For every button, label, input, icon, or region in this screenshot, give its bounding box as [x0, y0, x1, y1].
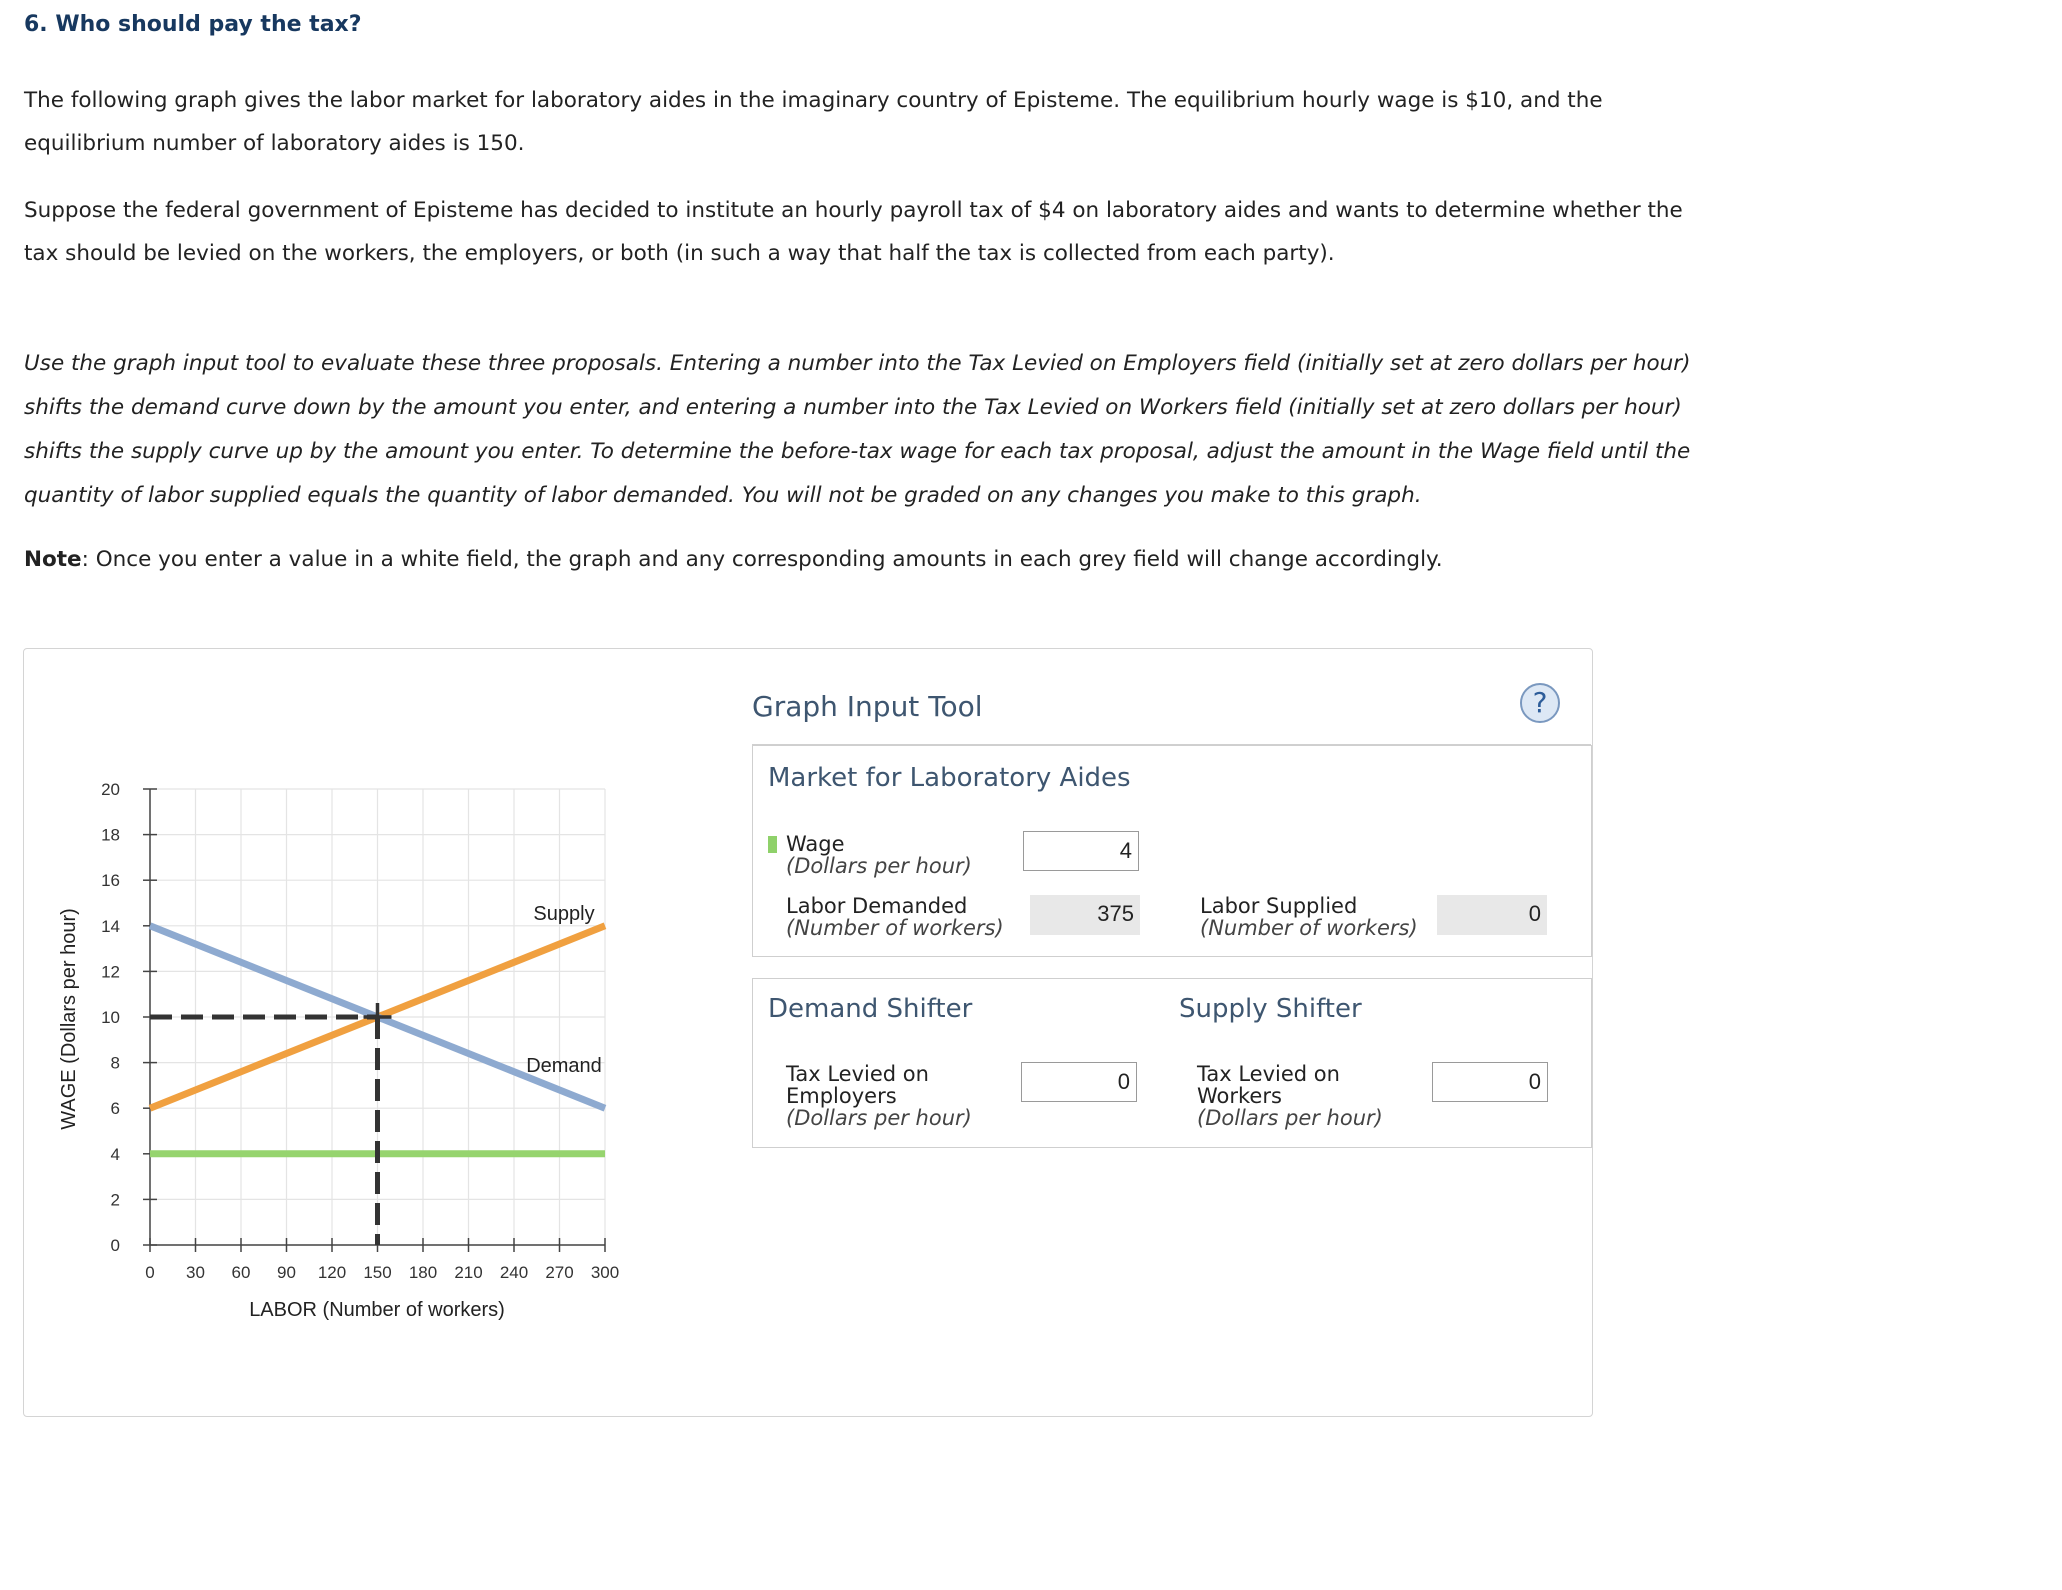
x-tick-label: 30 — [186, 1263, 205, 1282]
x-tick-label: 0 — [145, 1263, 155, 1282]
labor-supplied-label-text: Labor Supplied — [1200, 894, 1358, 918]
graph-input-tool-title: Graph Input Tool — [752, 690, 983, 723]
y-tick-label: 14 — [101, 916, 120, 936]
x-tick-label: 120 — [317, 1263, 347, 1282]
y-tick-label: 20 — [101, 780, 120, 799]
supply-shifter-title: Supply Shifter — [1179, 994, 1362, 1024]
labor-demanded-label — [786, 895, 1004, 939]
wage-input[interactable]: 4 — [1023, 831, 1139, 871]
x-tick-label: 270 — [545, 1263, 574, 1282]
employer-tax-unit: (Dollars per hour) — [786, 1106, 972, 1130]
employer-tax-label-line1: Tax Levied on — [786, 1062, 929, 1086]
labor-demanded-value: 375 — [1030, 895, 1140, 935]
labor-demanded-unit: (Number of workers) — [786, 916, 1004, 940]
instructions-paragraph: Use the graph input tool to evaluate these three proposals. Entering a number into the Tax Levied on Employers field (initially set at zero dollars per hour) shifts the demand curve down by the amount you enter, and entering a number into the Tax Levied on Workers field (initially set at zero dollars per hour) shifts the supply curve up by the amount you enter. To determine the before-tax wage for each tax proposal, adjust the amount in the Wage field until the quantity of labor supplied equals the quantity of labor demanded. You will not be graded on any changes you make to this graph. — [24, 351, 1691, 508]
wage-label-text: Wage — [786, 832, 845, 856]
x-tick-label: 60 — [231, 1263, 251, 1282]
worker-tax-label-line1: Tax Levied on — [1197, 1062, 1340, 1086]
worker-tax-label — [1197, 1063, 1383, 1129]
worker-tax-label-line2: Workers — [1197, 1084, 1282, 1108]
note-label: Note — [24, 547, 82, 572]
y-tick-label: 0 — [110, 1236, 120, 1255]
employer-tax-label-line2: Employers — [786, 1084, 897, 1108]
y-tick-label: 18 — [101, 825, 120, 845]
wage-line-swatch — [768, 836, 777, 853]
supply-curve-label: Supply — [533, 903, 595, 925]
x-tick-label: 300 — [590, 1263, 620, 1282]
y-tick-label: 16 — [101, 871, 120, 891]
demand-curve-label: Demand — [526, 1055, 602, 1077]
labor-supplied-unit: (Number of workers) — [1200, 916, 1418, 940]
tax-proposal-paragraph: Suppose the federal government of Episteme has decided to institute an hourly payroll tax of $4 on laboratory aides and wants to determine whether the tax should be levied on the workers, the employers, or both (in such a way that half the tax is collected from each party). — [24, 198, 1683, 266]
x-tick-label: 210 — [454, 1263, 483, 1282]
labor-supplied-label — [1200, 895, 1418, 939]
x-tick-label: 180 — [408, 1263, 438, 1282]
x-tick-label: 150 — [363, 1263, 392, 1282]
y-tick-label: 8 — [110, 1053, 120, 1073]
question-title: 6. Who should pay the tax? — [24, 12, 362, 37]
x-tick-label: 90 — [277, 1263, 296, 1282]
intro-paragraph: The following graph gives the labor market for laboratory aides in the imaginary country of Episteme. The equilibrium hourly wage is $10, and the equilibrium number of laboratory aides is 150. — [24, 88, 1603, 156]
labor-demanded-label-text: Labor Demanded — [786, 894, 968, 918]
y-tick-label: 6 — [110, 1099, 120, 1119]
worker-tax-unit: (Dollars per hour) — [1197, 1106, 1383, 1130]
labor-supplied-value: 0 — [1437, 895, 1547, 935]
wage-label — [786, 833, 972, 877]
y-tick-label: 4 — [110, 1144, 120, 1164]
labor-market-graph[interactable] — [0, 0, 640, 1330]
market-title: Market for Laboratory Aides — [768, 763, 1131, 793]
y-axis-label: WAGE (Dollars per hour) — [58, 908, 80, 1130]
worker-tax-input[interactable]: 0 — [1432, 1062, 1548, 1102]
y-tick-label: 2 — [110, 1190, 120, 1210]
demand-shifter-title: Demand Shifter — [768, 994, 973, 1024]
employer-tax-input[interactable]: 0 — [1021, 1062, 1137, 1102]
employer-tax-label — [786, 1063, 972, 1129]
wage-unit: (Dollars per hour) — [786, 854, 972, 878]
x-axis-label: LABOR (Number of workers) — [249, 1299, 505, 1321]
note-text: : Once you enter a value in a white field, the graph and any corresponding amounts in each grey field will change accordingly. — [81, 547, 1443, 572]
y-tick-label: 10 — [101, 1008, 120, 1027]
help-icon[interactable]: ? — [1520, 683, 1560, 723]
y-tick-label: 12 — [101, 962, 120, 982]
x-tick-label: 240 — [499, 1263, 529, 1282]
